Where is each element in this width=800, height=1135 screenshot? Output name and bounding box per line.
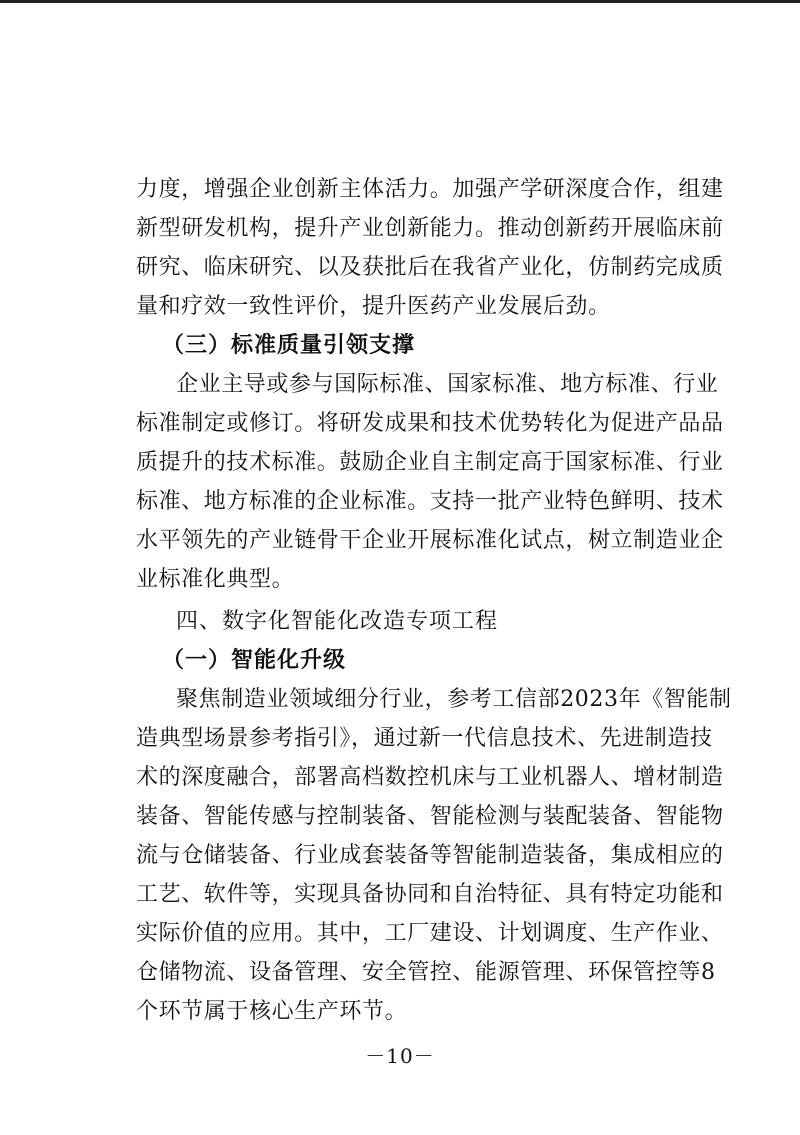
- body-line: 流与仓储装备、行业成套装备等智能制造装备，集成相应的: [136, 843, 724, 868]
- body-line: 研究、临床研究、以及获批后在我省产业化，仿制药完成质: [136, 255, 724, 280]
- body-line: 聚焦制造业领域细分行业，参考工信部2023年《智能制: [176, 687, 732, 712]
- body-line: 实际价值的应用。其中，工厂建设、计划调度、生产作业、: [136, 921, 724, 946]
- body-line: 量和疗效一致性评价，提升医药产业发展后劲。: [136, 294, 611, 319]
- body-line: 企业主导或参与国际标准、国家标准、地方标准、行业: [176, 372, 719, 397]
- body-line: 新型研发机构，提升产业创新能力。推动创新药开展临床前: [136, 216, 724, 241]
- section-heading: （一）智能化升级: [162, 648, 347, 673]
- body-line: 水平领先的产业链骨干企业开展标准化试点，树立制造业企: [136, 528, 724, 553]
- body-line: 术的深度融合，部署高档数控机床与工业机器人、增材制造: [136, 765, 724, 790]
- chapter-heading: 四、数字化智能化改造专项工程: [176, 609, 499, 634]
- body-line: 标准制定或修订。将研发成果和技术优势转化为促进产品品: [136, 411, 724, 436]
- body-line: 业标准化典型。: [136, 567, 295, 592]
- body-line: 装备、智能传感与控制装备、智能检测与装配装备、智能物: [136, 804, 724, 829]
- body-line: 质提升的技术标准。鼓励企业自主制定高于国家标准、行业: [136, 450, 724, 475]
- section-heading: （三）标准质量引领支撑: [162, 333, 416, 358]
- body-line: 工艺、软件等，实现具备协同和自治特征、具有特定功能和: [136, 882, 724, 907]
- body-line: 造典型场景参考指引》，通过新一代信息技术、先进制造技: [136, 726, 713, 751]
- page-number: －10－: [365, 1044, 435, 1068]
- body-line: 个环节属于核心生产环节。: [136, 999, 408, 1024]
- body-line: 仓储物流、设备管理、安全管控、能源管理、环保管控等8: [136, 960, 716, 985]
- body-line: 标准、地方标准的企业标准。支持一批产业特色鲜明、技术: [136, 489, 724, 514]
- body-line: 力度，增强企业创新主体活力。加强产学研深度合作，组建: [136, 177, 724, 202]
